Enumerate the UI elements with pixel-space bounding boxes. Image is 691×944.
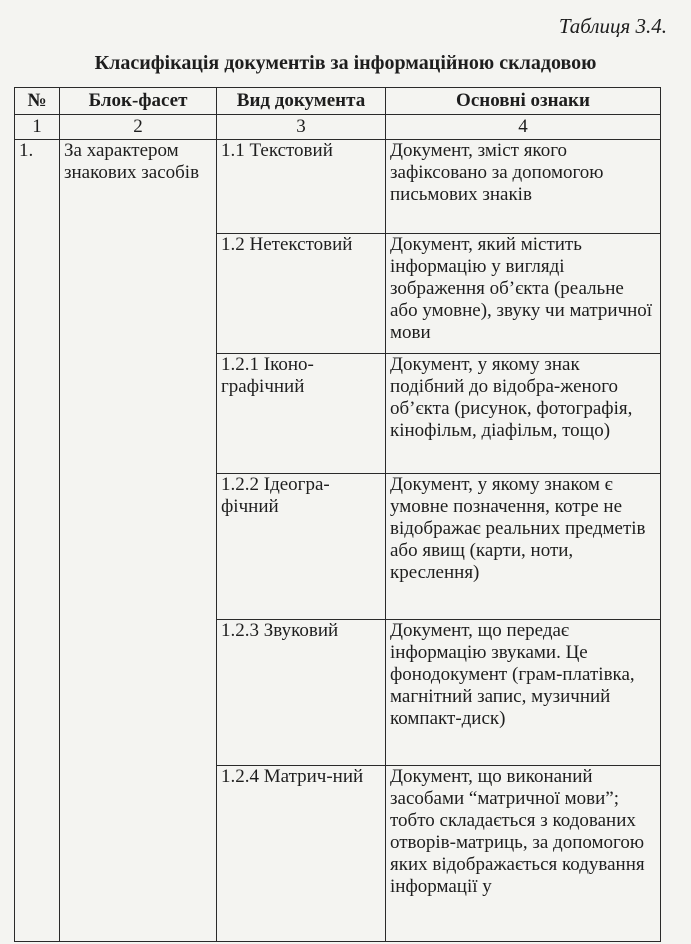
- column-number: 4: [386, 115, 661, 140]
- header-row: [15, 88, 661, 115]
- description-cell: Документ, у якому знаком є умовне позначення, котре не відображає реальних предметів або явищ (карти, ноти, креслення): [386, 474, 661, 620]
- doc-type-cell: 1.1 Текстовий: [217, 140, 386, 234]
- table-title: Класифікація документів за інформаційною складовою: [94, 52, 597, 74]
- doc-type-cell: 1.2.1 Іконо-графічний: [217, 354, 386, 474]
- description-cell: Документ, що передає інформацію звуками. Це фонодокумент (грам-платівка, магнітний запис, музичний компакт-диск): [386, 620, 661, 766]
- description-cell: Документ, зміст якого зафіксовано за допомогою письмових знаків: [386, 140, 661, 234]
- table-row: [15, 140, 661, 234]
- description-cell: Документ, що виконаний засобами “матричної мови”; тобто складається з кодованих отворів-матриць, за допомогою яких відображається кодування інформації у: [386, 766, 661, 942]
- doc-type-cell: 1.2.3 Звуковий: [217, 620, 386, 766]
- column-number: 1: [15, 115, 60, 140]
- classification-table: [14, 87, 661, 942]
- column-number-row: [15, 115, 661, 140]
- header-number: №: [15, 88, 60, 115]
- facet-cell: За характером знакових засобів: [60, 140, 217, 942]
- doc-type-cell: 1.2.4 Матрич-ний: [217, 766, 386, 942]
- doc-type-cell: 1.2.2 Ідеогра-фічний: [217, 474, 386, 620]
- header-doc-type: Вид документа: [217, 88, 386, 115]
- table-label: Таблиця 3.4.: [558, 14, 667, 38]
- description-cell: Документ, який містить інформацію у вигляді зображення об’єкта (реальне або умовне), звуку чи матричної мови: [386, 234, 661, 354]
- column-number: 3: [217, 115, 386, 140]
- description-cell: Документ, у якому знак подібний до відобра-женого об’єкта (рисунок, фотографія, кінофільм, діафільм, тощо): [386, 354, 661, 474]
- row-number: 1.: [15, 140, 60, 942]
- column-number: 2: [60, 115, 217, 140]
- header-features: Основні ознаки: [386, 88, 661, 115]
- header-facet: Блок-фасет: [60, 88, 217, 115]
- doc-type-cell: 1.2 Нетекстовий: [217, 234, 386, 354]
